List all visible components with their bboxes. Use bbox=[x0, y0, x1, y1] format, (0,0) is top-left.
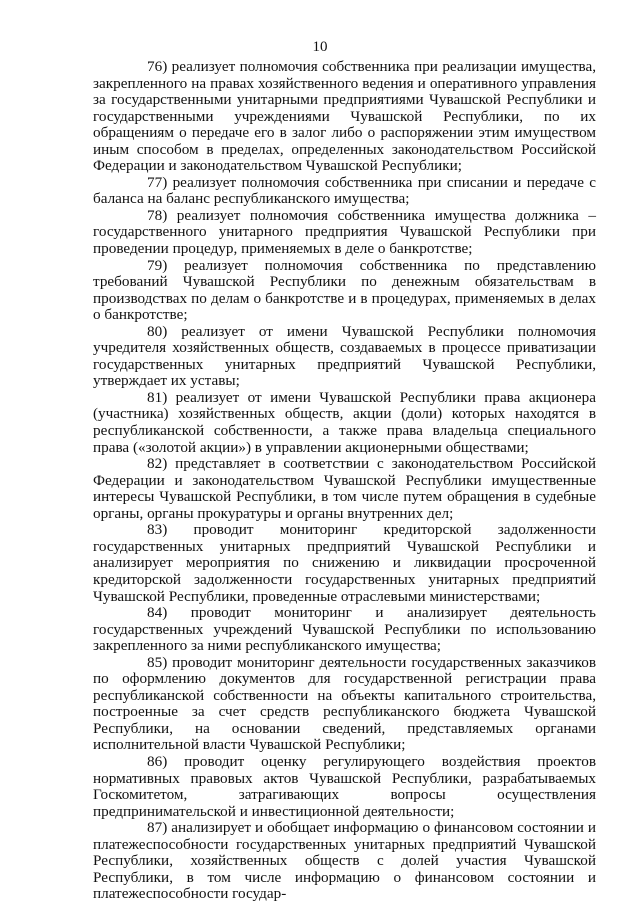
document-body bbox=[93, 59, 596, 903]
paragraph-86: 86) проводит оценку регулирующего воздействия проектов нормативных правовых актов Чувашской Республики, разрабатываемых Госкомитетом, затрагивающих вопросы осуществления предпринимательской и инвестиционной деятельности; bbox=[93, 752, 596, 820]
paragraph-82: 82) представляет в соответствии с законодательством Российской Федерации и законодательством Чувашской Республики имущественные интересы Чувашской Республики, в том числе путем обращения в судебные органы, органы прокуратуры и органы внутренних дел; bbox=[93, 455, 596, 522]
paragraph-84: 84) проводит мониторинг и анализирует деятельность государственных учреждений Чувашской Республики по использованию закрепленного за ними республиканского имущества; bbox=[93, 604, 596, 655]
paragraph-76: 76) реализует полномочия собственника при реализации имущества, закрепленного на правах хозяйственного ведения и оперативного управления за государственными унитарными предприятиями Чувашской Республики и государственными учреждениями Чувашской Республики, по их обращениям о передаче его в залог либо о распоряжении этим имуществом иным способом в пределах, определенных законодательством Российской Федерации и законодательством Чувашской Республики; bbox=[93, 58, 596, 175]
paragraph-83: 83) проводит мониторинг кредиторской задолженности государственных унитарных предприятий Чувашской Республики и анализирует мероприятия по снижению и ликвидации просроченной кредиторской задолженности государственных унитарных предприятий Чувашской Республики, проведенные отраслевыми министерствами; bbox=[93, 521, 596, 605]
paragraph-80: 80) реализует от имени Чувашской Республики полномочия учредителя хозяйственных обществ, создаваемых в процессе приватизации государственных унитарных предприятий Чувашской Республики, утверждает их уставы; bbox=[93, 322, 596, 390]
paragraph-78: 78) реализует полномочия собственника имущества должника – государственного унитарного предприятия Чувашской Республики при проведении процедур, применяемых в деле о банкротстве; bbox=[93, 206, 596, 258]
paragraph-79: 79) реализует полномочия собственника по представлению требований Чувашской Республики по денежным обязательствам в производствах по делам о банкротстве и в процедурах, применяемых в делах о банкротстве; bbox=[93, 256, 596, 324]
paragraph-87: 87) анализирует и обобщает информацию о финансовом состоянии и платежеспособности государственных унитарных предприятий Чувашской Республики, хозяйственных обществ с долей участия Чувашской Республики, в том числе информацию о финансовом состоянии и платежеспособности государ- bbox=[93, 819, 596, 903]
paragraph-81: 81) реализует от имени Чувашской Республики права акционера (участника) хозяйственных обществ, акции (доли) которых находятся в республиканской собственности, а также права владельца специального права («золотой акции») в управлении акционерными обществами; bbox=[93, 388, 596, 456]
page-number: 10 bbox=[312, 39, 328, 55]
paragraph-77: 77) реализует полномочия собственника при списании и передаче с баланса на баланс республиканского имущества; bbox=[93, 173, 596, 208]
paragraph-85: 85) проводит мониторинг деятельности государственных заказчиков по оформлению документов для государственной регистрации права республиканской собственности на объекты капитального строительства, построенные за счет средств республиканского бюджета Чувашской Республики, на основании сведений, представляемых органами исполнительной власти Чувашской Республики; bbox=[93, 653, 596, 754]
